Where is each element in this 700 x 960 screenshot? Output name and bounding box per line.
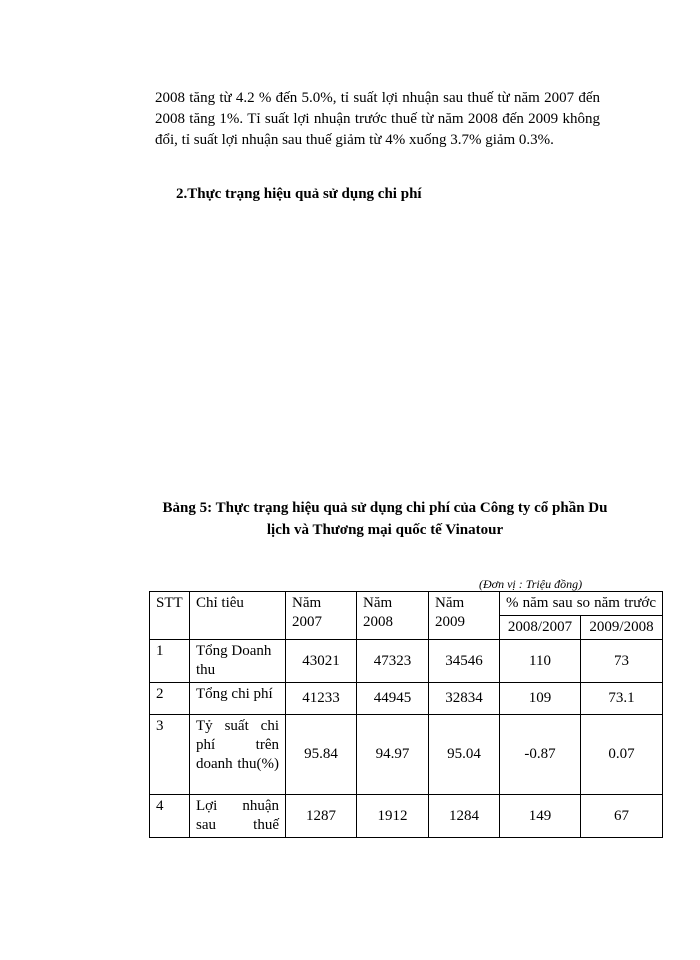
row-2007: 43021 [286,640,357,683]
header-2009-2008: 2009/2008 [581,616,663,640]
row-label: Lợi nhuận sau thuế [190,795,286,838]
table-row [150,795,663,838]
header-2009: Năm 2009 [429,592,500,640]
row-ratio-2008-2007: 149 [500,795,581,838]
header-2007: Năm 2007 [286,592,357,640]
row-2009: 34546 [429,640,500,683]
row-2007: 95.84 [286,715,357,795]
table-header-row [150,592,663,616]
row-2008: 94.97 [357,715,429,795]
header-chi-tieu: Chỉ tiêu [190,592,286,640]
row-stt: 1 [150,640,190,683]
row-ratio-2009-2008: 67 [581,795,663,838]
table-row [150,640,663,683]
row-ratio-2009-2008: 73 [581,640,663,683]
table-row [150,683,663,715]
row-2009: 32834 [429,683,500,715]
header-percent: % năm sau so năm trước [500,592,663,616]
row-2007: 1287 [286,795,357,838]
cost-efficiency-table [149,591,663,838]
row-2008: 1912 [357,795,429,838]
header-2008-2007: 2008/2007 [500,616,581,640]
row-stt: 4 [150,795,190,838]
row-ratio-2009-2008: 0.07 [581,715,663,795]
row-2009: 1284 [429,795,500,838]
row-stt: 2 [150,683,190,715]
row-2008: 44945 [357,683,429,715]
row-ratio-2008-2007: -0.87 [500,715,581,795]
row-2009: 95.04 [429,715,500,795]
body-paragraph: 2008 tăng từ 4.2 % đến 5.0%, tỉ suất lợi nhuận sau thuế từ năm 2007 đến 2008 tăng 1%. Tỉ suất lợi nhuận trước thuế từ năm 2008 đến 2009 không đổi, tỉ suất lợi nhuận sau thuế giảm từ 4% xuống 3.7% giảm 0.3%. [155,90,600,148]
row-2007: 41233 [286,683,357,715]
table-caption: Bảng 5: Thực trạng hiệu quả sử dụng chi phí của Công ty cổ phần Du lịch và Thương mại quốc tế Vinatour [162,500,608,538]
row-label: Tổng chi phí [190,683,286,715]
header-2008: Năm 2008 [357,592,429,640]
row-ratio-2008-2007: 110 [500,640,581,683]
header-stt: STT [150,592,190,640]
row-ratio-2009-2008: 73.1 [581,683,663,715]
table-row [150,715,663,795]
section-heading: 2.Thực trạng hiệu quả sử dụng chi phí [176,186,422,202]
row-ratio-2008-2007: 109 [500,683,581,715]
unit-note: (Đơn vị : Triệu đồng) [479,577,583,591]
row-label: Tỷ suất chi phí trên doanh thu(%) [190,715,286,795]
row-label: Tổng Doanh thu [190,640,286,683]
row-stt: 3 [150,715,190,795]
row-2008: 47323 [357,640,429,683]
